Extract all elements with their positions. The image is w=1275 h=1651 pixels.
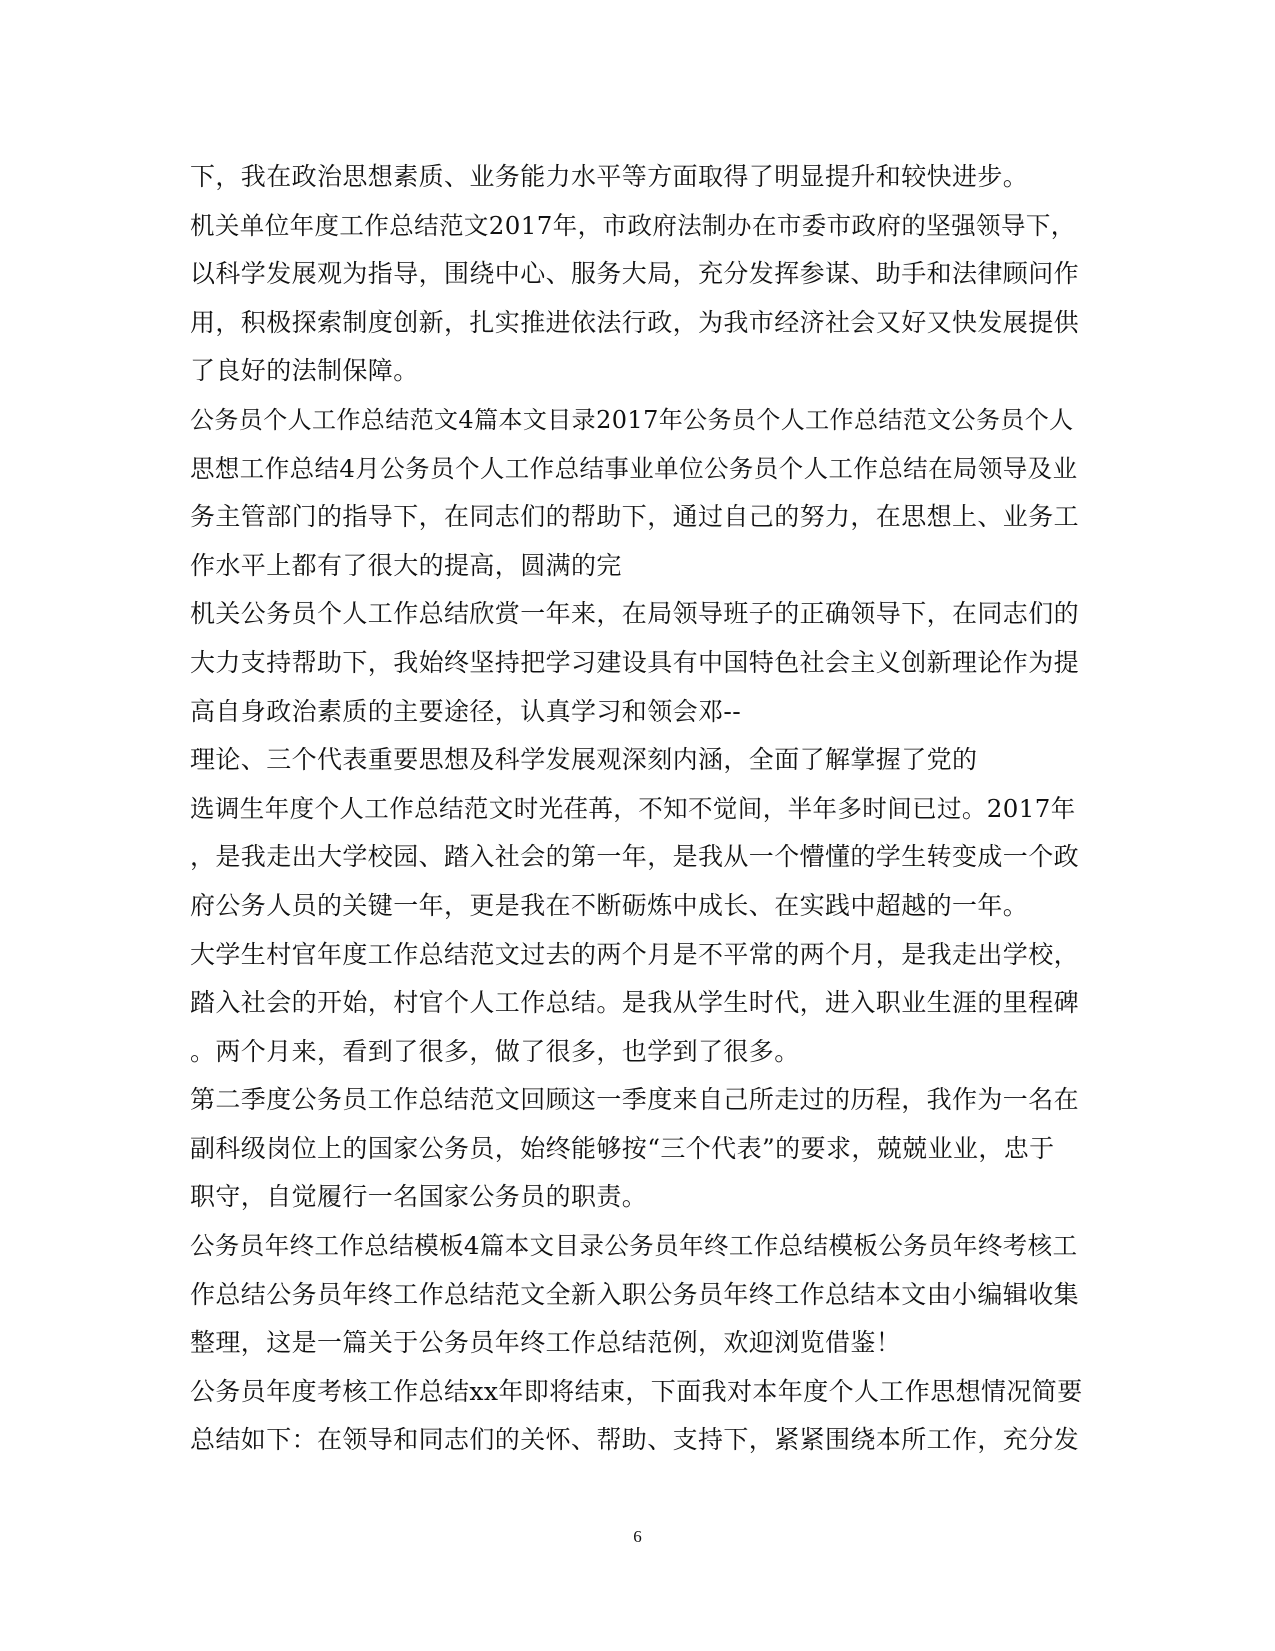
text-line: 高自身政治素质的主要途径，认真学习和领会邓--: [190, 696, 742, 726]
text-line: 踏入社会的开始，村官个人工作总结。是我从学生时代，进入职业生涯的里程碑: [190, 988, 1080, 1018]
text-line: 。两个月来，看到了很多，做了很多，也学到了很多。: [190, 1036, 800, 1066]
text-line: 选调生年度个人工作总结范文时光荏苒，不知不觉间，半年多时间已过。2017年: [190, 793, 1076, 823]
text-line: 作水平上都有了很大的提高，圆满的完: [190, 550, 622, 580]
text-line: 思想工作总结4月公务员个人工作总结事业单位公务员个人工作总结在局领导及业: [190, 453, 1078, 483]
text-line: 副科级岗位上的国家公务员，始终能够按“三个代表”的要求，兢兢业业，忠于: [190, 1133, 1055, 1163]
text-line: 以科学发展观为指导，围绕中心、服务大局，充分发挥参谋、助手和法律顾问作: [190, 259, 1080, 289]
text-line: 总结如下：在领导和同志们的关怀、帮助、支持下，紧紧围绕本所工作，充分发: [190, 1425, 1080, 1455]
page-number: 6: [633, 1527, 642, 1546]
text-line: 职守，自觉履行一名国家公务员的职责。: [190, 1182, 648, 1212]
body-text: [190, 153, 1090, 1465]
text-line: 整理，这是一篇关于公务员年终工作总结范例，欢迎浏览借鉴！: [190, 1328, 902, 1358]
text-line: 公务员年度考核工作总结xx年即将结束，下面我对本年度个人工作思想情况简要: [190, 1376, 1083, 1406]
text-line: 机关单位年度工作总结范文2017年，市政府法制办在市委市政府的坚强领导下，: [190, 210, 1076, 240]
text-line: 作总结公务员年终工作总结范文全新入职公务员年终工作总结本文由小编辑收集: [190, 1279, 1080, 1309]
text-line: 务主管部门的指导下，在同志们的帮助下，通过自己的努力，在思想上、业务工: [190, 502, 1080, 532]
text-line: 了良好的法制保障。: [190, 356, 419, 386]
text-line: 用，积极探索制度创新，扎实推进依法行政，为我市经济社会又好又快发展提供: [190, 307, 1080, 337]
text-line: ，是我走出大学校园、踏入社会的第一年，是我从一个懵懂的学生转变成一个政: [190, 842, 1080, 872]
text-line: 大力支持帮助下，我始终坚持把学习建设具有中国特色社会主义创新理论作为提: [190, 647, 1080, 677]
text-line: 公务员年终工作总结模板4篇本文目录公务员年终工作总结模板公务员年终考核工: [190, 1231, 1078, 1261]
text-line: 府公务人员的关键一年，更是我在不断砺炼中成长、在实践中超越的一年。: [190, 890, 1029, 920]
text-line: 大学生村官年度工作总结范文过去的两个月是不平常的两个月，是我走出学校，: [190, 939, 1080, 969]
text-line: 下，我在政治思想素质、业务能力水平等方面取得了明显提升和较快进步。: [190, 162, 1029, 191]
text-line: 第二季度公务员工作总结范文回顾这一季度来自己所走过的历程，我作为一名在: [190, 1085, 1080, 1115]
text-line: 理论、三个代表重要思想及科学发展观深刻内涵，全面了解掌握了党的: [190, 745, 978, 775]
text-line: 公务员个人工作总结范文4篇本文目录2017年公务员个人工作总结范文公务员个人: [190, 405, 1074, 434]
text-line: 机关公务员个人工作总结欣赏一年来，在局领导班子的正确领导下，在同志们的: [190, 599, 1080, 629]
